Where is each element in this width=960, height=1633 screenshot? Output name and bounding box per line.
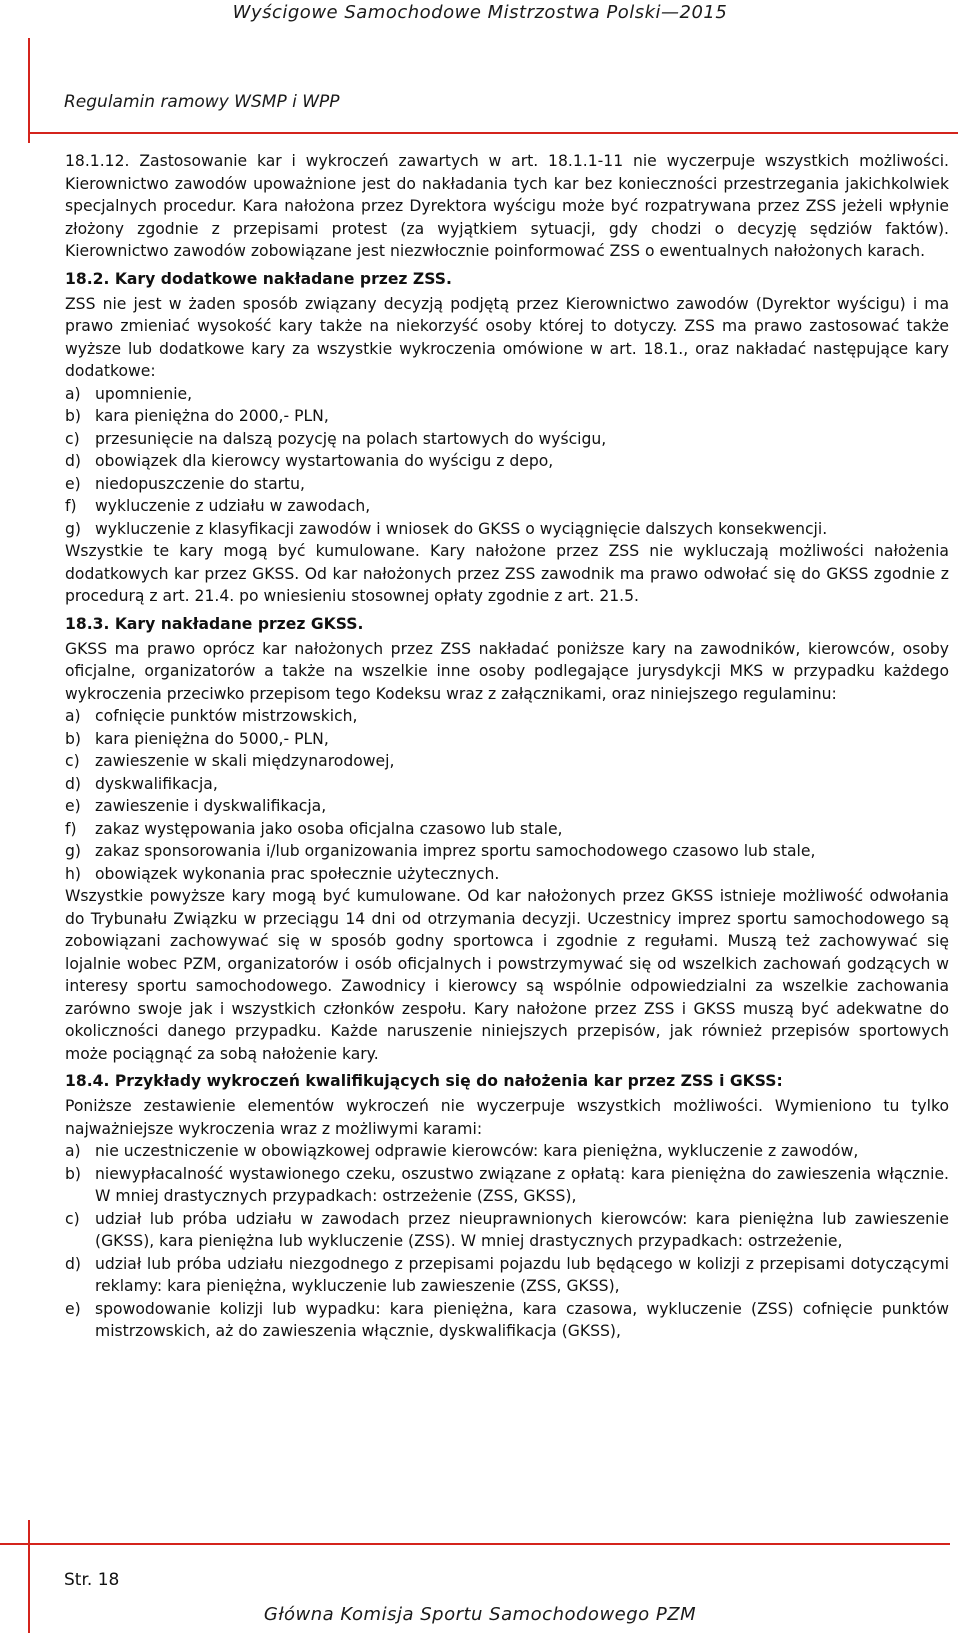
- list-item-text: zawieszenie w skali międzynarodowej,: [95, 752, 395, 770]
- list-item: [65, 1253, 949, 1298]
- list-18-3: [65, 705, 949, 885]
- heading-18-2: 18.2. Kary dodatkowe nakładane przez ZSS.: [65, 269, 452, 288]
- list-item-text: zakaz występowania jako osoba oficjalna czasowo lub stale,: [95, 819, 563, 838]
- list-item-label: a): [65, 707, 81, 725]
- list-item: [65, 1163, 949, 1208]
- list-item-label: a): [65, 1142, 81, 1160]
- list-item-label: b): [65, 1164, 81, 1183]
- paragraph-18-3-outro: Wszystkie powyższe kary mogą być kumulowane. Od kar nałożonych przez GKSS istnieje możliwość odwołania do Trybunału Związku w przeciągu 14 dni od otrzymania decyzji. Uczestnicy imprez sportu samochodowego są zobowiązani zachowywać się w sposób godny sportowca i zgodnie z regułami. Muszą też zachowywać się lojalnie wobec PZM, organizatorów i osób oficjalnych i powstrzymywać się od wszelkich zachowań godzących w interesy sportu samochodowego. Zawodnicy i kierowcy są wspólnie odpowiedzialni za wszelkie zachowania zarówno swoje jak i wszystkich członków zespołu. Kary nałożone przez ZSS i GKSS muszą być adekwatne do okoliczności danego przypadku. Każde naruszenie niniejszych przepisów, jak również przepisów sportowych może pociągnąć za sobą nałożenie kary.: [65, 887, 949, 1063]
- header-vertical-rule: [28, 38, 30, 143]
- list-item-label: f): [65, 819, 77, 838]
- list-item-text: udział lub próba udziału niezgodnego z przepisami pojazdu lub będącego w kolizji z przepisami dotyczącymi reklamy: kara pieniężna, wykluczenie lub zawieszenie (ZSS, GKSS),: [95, 1254, 949, 1295]
- paragraph-18-3-intro: GKSS ma prawo oprócz kar nałożonych przez ZSS nakładać poniższe kary na zawodników, kierowców, osoby oficjalne, organizatorów a także na wszelkie inne osoby podlegające jurysdykcji MKS w przypadku każdego wykroczenia przeciwko przepisom tego Kodeksu wraz z załącznikami, oraz niniejszego regulaminu:: [65, 639, 949, 703]
- list-item-text: udział lub próba udziału w zawodach przez nieuprawnionych kierowców: kara pieniężna lub zawieszenie (GKSS), kara pieniężna lub wykluczenie (ZSS). W mniej drastycznych przypadkach: ostrzeżenie,: [95, 1209, 949, 1250]
- list-item-text: spowodowanie kolizji lub wypadku: kara pieniężna, kara czasowa, wykluczenie (ZSS) cofnięcie punktów mistrzowskich, aż do zawieszenia włącznie, dyskwalifikacja (GKSS),: [95, 1299, 949, 1340]
- list-item: [65, 1298, 949, 1343]
- paragraph-18-2-intro: ZSS nie jest w żaden sposób związany decyzją podjętą przez Kierownictwo zawodów (Dyrektor wyścigu) i ma prawo zmieniać wysokość kary także na niekorzyść osoby której to dotyczy. ZSS ma prawo zastosować także wyższe lub dodatkowe kary za wszystkie wykroczenia omówione w art. 18.1., oraz nakładać następujące kary dodatkowe:: [65, 294, 949, 380]
- list-item-text: kara pieniężna do 2000,- PLN,: [95, 407, 329, 425]
- header-title: Wyścigowe Samochodowe Mistrzostwa Polski—2015: [232, 2, 728, 23]
- list-18-4: [65, 1140, 949, 1343]
- list-item-text: upomnienie,: [95, 384, 193, 403]
- list-item: [65, 450, 949, 473]
- list-item: [65, 1208, 949, 1253]
- list-item-label: c): [65, 1209, 80, 1228]
- list-item: [65, 495, 949, 518]
- list-item-label: g): [65, 519, 81, 538]
- list-item-label: d): [65, 452, 81, 470]
- list-item-text: przesunięcie na dalszą pozycję na polach startowych do wyścigu,: [95, 429, 607, 448]
- document-body: [65, 150, 949, 1343]
- paragraph-18-1-12: 18.1.12. Zastosowanie kar i wykroczeń zawartych w art. 18.1.1-11 nie wyczerpuje wszystkich możliwości. Kierownictwo zawodów upoważnione jest do nakładania tych kar bez konieczności przestrzegania jakichkolwiek specjalnych procedur. Kara nałożona przez Dyrektora wyścigu może być rozpatrywana przez ZSS jeżeli wpłynie złożony zgodnie z przepisami protest (za wyjątkiem sytuacji, gdy chodzi o decyzję sędziów faktów). Kierownictwo zawodów zobowiązane jest niezwłocznie poinformować ZSS o ewentualnych nałożonych karach.: [65, 152, 949, 260]
- list-item-label: e): [65, 797, 81, 815]
- footer-title: Główna Komisja Sportu Samochodowego PZM: [263, 1604, 697, 1625]
- list-item-label: b): [65, 407, 81, 425]
- heading-18-4: 18.4. Przykłady wykroczeń kwalifikujących się do nałożenia kar przez ZSS i GKSS:: [65, 1072, 783, 1090]
- paragraph-18-2-outro: Wszystkie te kary mogą być kumulowane. Kary nałożone przez ZSS nie wykluczają możliwości nałożenia dodatkowych kar przez GKSS. Od kar nałożonych przez ZSS zawodnik ma prawo odwołać się do GKSS zgodnie z procedurą z art. 21.4. po wniesieniu stosownej opłaty zgodnie z art. 21.5.: [65, 542, 949, 605]
- list-item-text: cofnięcie punktów mistrzowskich,: [95, 707, 358, 725]
- list-item: [65, 705, 949, 728]
- list-item-label: d): [65, 1254, 81, 1273]
- list-item-text: wykluczenie z udziału w zawodach,: [95, 497, 371, 515]
- list-item: [65, 405, 949, 428]
- footer-horizontal-rule: [0, 1543, 950, 1545]
- list-item-label: b): [65, 729, 81, 748]
- header-horizontal-rule: [28, 132, 958, 134]
- list-item-label: g): [65, 842, 81, 860]
- list-item: [65, 473, 949, 496]
- list-item-text: obowiązek dla kierowcy wystartowania do wyścigu z depo,: [95, 452, 554, 470]
- list-item-text: niedopuszczenie do startu,: [95, 474, 306, 493]
- list-item-label: c): [65, 429, 80, 448]
- header-subtitle: Regulamin ramowy WSMP i WPP: [64, 92, 340, 112]
- list-item: [65, 840, 949, 863]
- list-item: [65, 1140, 949, 1163]
- list-item: [65, 818, 949, 841]
- list-item-text: zawieszenie i dyskwalifikacja,: [95, 797, 327, 815]
- paragraph-18-4-intro: Poniższe zestawienie elementów wykroczeń nie wyczerpuje wszystkich możliwości. Wymieniono tu tylko najważniejsze wykroczenia wraz z możliwymi karami:: [65, 1097, 949, 1138]
- page-number: Str. 18: [64, 1570, 120, 1590]
- list-item-text: niewypłacalność wystawionego czeku, oszustwo związane z opłatą: kara pieniężna do zawieszenia włącznie. W mniej drastycznych przypadkach: ostrzeżenie (ZSS, GKSS),: [95, 1164, 949, 1205]
- list-item: [65, 750, 949, 773]
- list-item-text: dyskwalifikacja,: [95, 774, 218, 793]
- list-item-text: wykluczenie z klasyfikacji zawodów i wniosek do GKSS o wyciągnięcie dalszych konsekwencji.: [95, 519, 828, 538]
- list-item: [65, 795, 949, 818]
- list-item-label: e): [65, 474, 81, 493]
- list-item-label: c): [65, 752, 80, 770]
- list-item-label: d): [65, 774, 81, 793]
- list-item: [65, 863, 949, 886]
- list-item-text: nie uczestniczenie w obowiązkowej odprawie kierowców: kara pieniężna, wykluczenie z zawodów,: [95, 1142, 859, 1160]
- list-item-text: obowiązek wykonania prac społecznie użytecznych.: [95, 864, 500, 883]
- list-item-label: f): [65, 497, 77, 515]
- list-18-2: [65, 383, 949, 541]
- list-item-label: a): [65, 384, 81, 403]
- list-item-label: h): [65, 864, 81, 883]
- list-item: [65, 428, 949, 451]
- list-item: [65, 518, 949, 541]
- list-item: [65, 728, 949, 751]
- list-item: [65, 773, 949, 796]
- list-item-text: zakaz sponsorowania i/lub organizowania imprez sportu samochodowego czasowo lub stale,: [95, 842, 816, 860]
- list-item: [65, 383, 949, 406]
- list-item-text: kara pieniężna do 5000,- PLN,: [95, 729, 329, 748]
- list-item-label: e): [65, 1299, 81, 1318]
- heading-18-3: 18.3. Kary nakładane przez GKSS.: [65, 614, 364, 633]
